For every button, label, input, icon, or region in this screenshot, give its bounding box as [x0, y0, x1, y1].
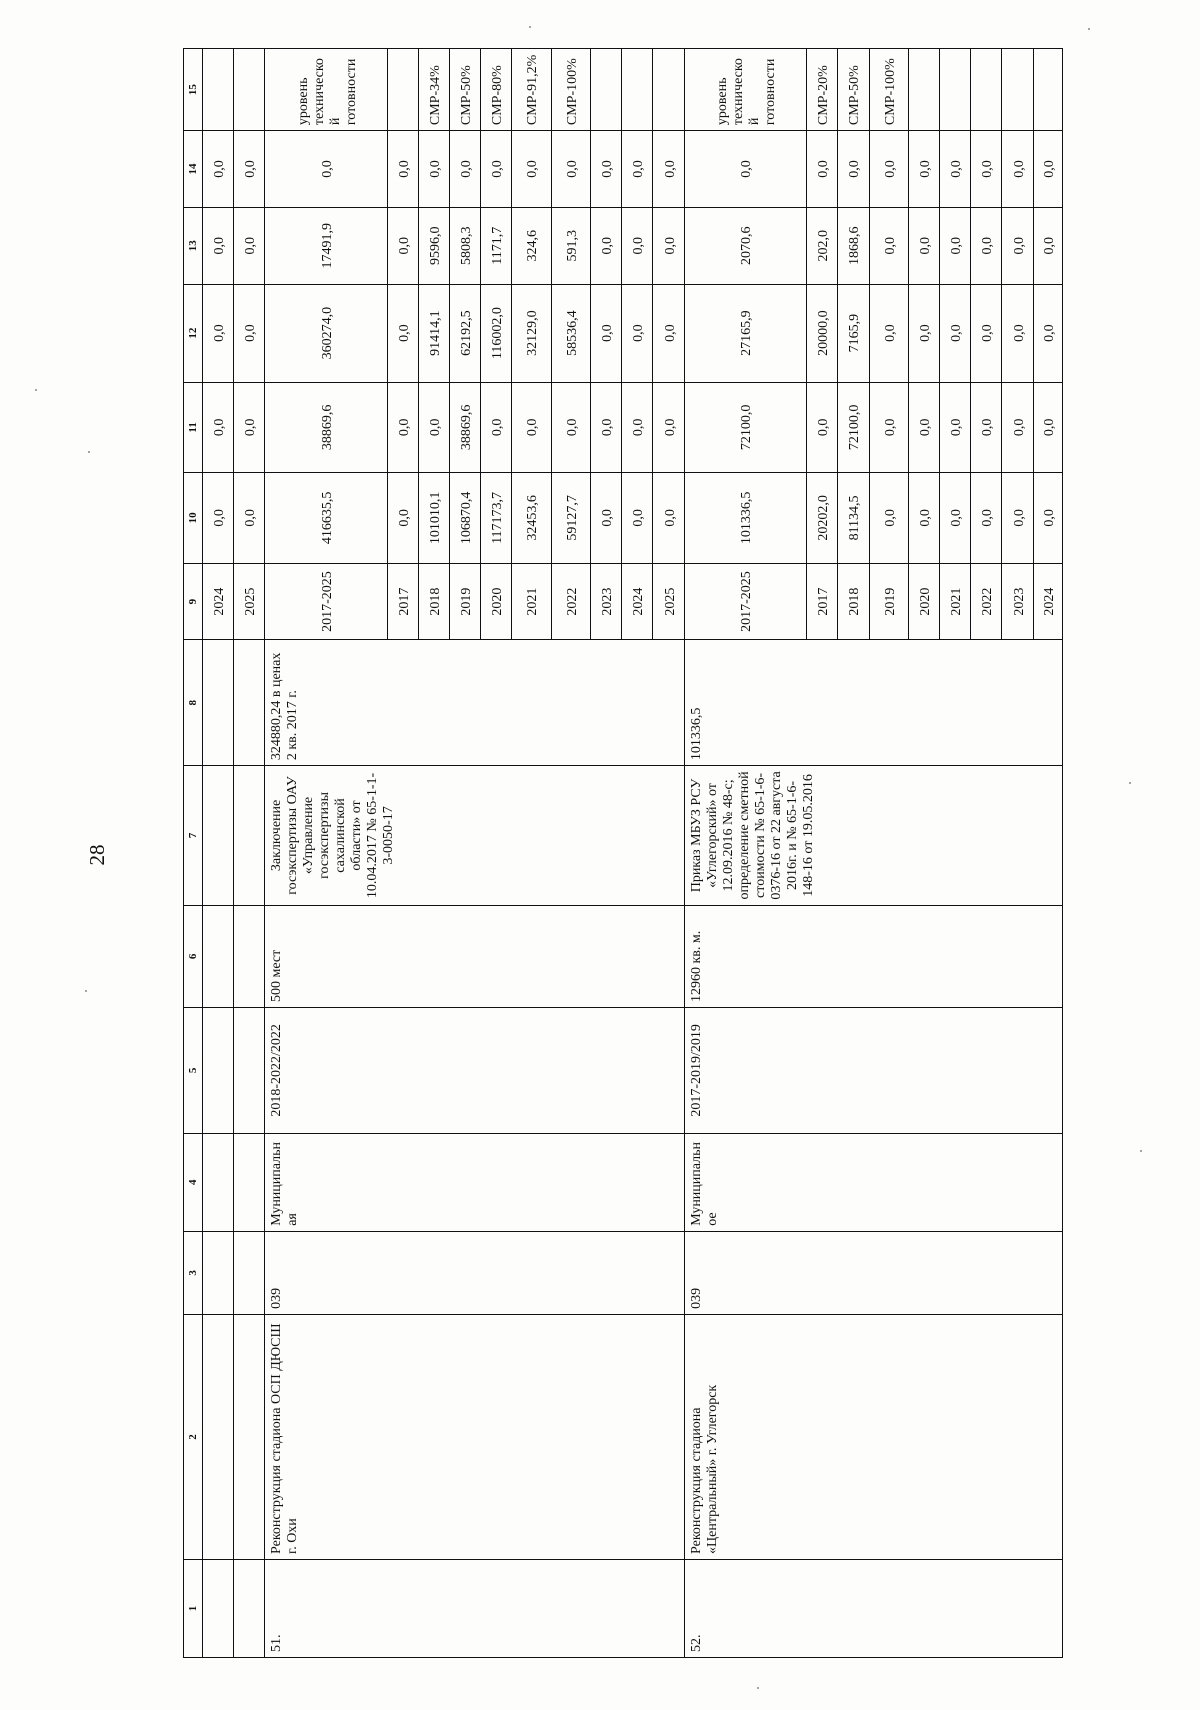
value-cell: 0,0: [449, 131, 480, 208]
year-cell: 2017: [807, 563, 838, 640]
value-cell: 0,0: [869, 284, 908, 382]
year-cell: 2025: [233, 563, 264, 640]
column-number: 1: [184, 1559, 203, 1657]
note-cell: [202, 49, 233, 131]
value-cell: 0,0: [971, 131, 1002, 208]
column-number: 15: [184, 49, 203, 131]
note-cell: [1033, 49, 1062, 131]
column-number-row: [184, 49, 203, 1658]
object-capacity: 12960 кв. м.: [684, 905, 1062, 1007]
value-cell: 0,0: [591, 131, 622, 208]
value-cell: 101010,1: [418, 473, 449, 564]
value-cell: 2070,6: [684, 207, 807, 284]
value-cell: 0,0: [869, 207, 908, 284]
year-cell: 2019: [449, 563, 480, 640]
value-cell: 202,0: [807, 207, 838, 284]
value-cell: 0,0: [622, 131, 653, 208]
value-cell: 0,0: [622, 382, 653, 473]
value-cell: 9596,0: [418, 207, 449, 284]
value-cell: 0,0: [909, 382, 940, 473]
value-cell: 62192,5: [449, 284, 480, 382]
note-cell: уровень технической готовности: [684, 49, 807, 131]
note-cell: [387, 49, 418, 131]
scan-speck: [85, 990, 87, 992]
value-cell: 20202,0: [807, 473, 838, 564]
year-cell: 2024: [202, 563, 233, 640]
year-cell: 2024: [622, 563, 653, 640]
note-cell: СМР-50%: [449, 49, 480, 131]
value-cell: 0,0: [971, 382, 1002, 473]
empty-cell: [202, 1231, 233, 1314]
value-cell: 0,0: [684, 131, 807, 208]
value-cell: 117173,7: [481, 473, 512, 564]
table-row: [202, 49, 233, 1658]
value-cell: 0,0: [909, 284, 940, 382]
year-cell: 2017: [387, 563, 418, 640]
value-cell: 5808,3: [449, 207, 480, 284]
note-cell: уровень технической готовности: [265, 49, 388, 131]
note-cell: СМР-100%: [869, 49, 908, 131]
table-row: [233, 49, 264, 1658]
column-number: 12: [184, 284, 203, 382]
value-cell: 0,0: [1033, 131, 1062, 208]
value-cell: 0,0: [233, 207, 264, 284]
note-cell: СМР-34%: [418, 49, 449, 131]
object-document: Заключение госэкспертизы ОАУ «Управление госэкспертизы сахалинской области» от 10.04.2017 № 65-1-1-3-0050-17: [265, 766, 685, 906]
object-period: 2018-2022/2022: [265, 1008, 685, 1134]
object-code: 039: [265, 1231, 685, 1314]
value-cell: 58536,4: [551, 284, 590, 382]
value-cell: 0,0: [202, 473, 233, 564]
value-cell: 0,0: [653, 207, 684, 284]
empty-cell: [233, 640, 264, 766]
value-cell: 0,0: [940, 473, 971, 564]
note-cell: СМР-20%: [807, 49, 838, 131]
year-cell: 2021: [940, 563, 971, 640]
value-cell: 0,0: [869, 131, 908, 208]
column-number: 5: [184, 1008, 203, 1134]
value-cell: 0,0: [869, 473, 908, 564]
value-cell: 38869,6: [265, 382, 388, 473]
value-cell: 38869,6: [449, 382, 480, 473]
scan-speck: [1140, 1150, 1142, 1152]
note-cell: СМР-50%: [838, 49, 869, 131]
value-cell: 0,0: [653, 284, 684, 382]
object-code: 039: [684, 1231, 1062, 1314]
column-number: 4: [184, 1133, 203, 1231]
value-cell: 32129,0: [512, 284, 551, 382]
value-cell: 0,0: [1033, 473, 1062, 564]
empty-cell: [233, 1231, 264, 1314]
column-number: 8: [184, 640, 203, 766]
value-cell: 7165,9: [838, 284, 869, 382]
value-cell: 81134,5: [838, 473, 869, 564]
value-cell: 591,3: [551, 207, 590, 284]
value-cell: 101336,5: [684, 473, 807, 564]
value-cell: 0,0: [622, 207, 653, 284]
value-cell: 0,0: [838, 131, 869, 208]
empty-cell: [202, 1133, 233, 1231]
empty-cell: [202, 640, 233, 766]
value-cell: 0,0: [202, 131, 233, 208]
scan-speck: [1129, 782, 1131, 784]
note-cell: [909, 49, 940, 131]
column-number: 10: [184, 473, 203, 564]
scan-speck: [1088, 28, 1090, 30]
value-cell: 17491,9: [265, 207, 388, 284]
value-cell: 0,0: [233, 131, 264, 208]
value-cell: 0,0: [481, 382, 512, 473]
value-cell: 0,0: [1002, 131, 1033, 208]
value-cell: 360274,0: [265, 284, 388, 382]
table-body: [184, 49, 1063, 1658]
empty-cell: [202, 766, 233, 906]
value-cell: 0,0: [971, 284, 1002, 382]
value-cell: 0,0: [1002, 284, 1033, 382]
value-cell: 0,0: [591, 207, 622, 284]
year-cell: 2018: [838, 563, 869, 640]
value-cell: 0,0: [622, 284, 653, 382]
column-number: 11: [184, 382, 203, 473]
note-cell: [622, 49, 653, 131]
value-cell: 0,0: [551, 382, 590, 473]
object-capacity: 500 мест: [265, 905, 685, 1007]
value-cell: 0,0: [387, 207, 418, 284]
note-cell: [1002, 49, 1033, 131]
value-cell: 0,0: [418, 131, 449, 208]
value-cell: 0,0: [940, 131, 971, 208]
value-cell: 0,0: [591, 382, 622, 473]
note-cell: [233, 49, 264, 131]
object-estimate: 324880,24 в ценах 2 кв. 2017 г.: [265, 640, 685, 766]
value-cell: 0,0: [940, 284, 971, 382]
column-number: 3: [184, 1231, 203, 1314]
value-cell: 0,0: [622, 473, 653, 564]
value-cell: 59127,7: [551, 473, 590, 564]
value-cell: 72100,0: [838, 382, 869, 473]
note-cell: [653, 49, 684, 131]
value-cell: 0,0: [909, 473, 940, 564]
value-cell: 0,0: [387, 473, 418, 564]
object-name: Реконструкция стадиона ОСП ДЮСШ г. Охи: [265, 1314, 685, 1559]
year-cell: 2022: [551, 563, 590, 640]
empty-cell: [202, 1559, 233, 1657]
year-cell: 2022: [971, 563, 1002, 640]
value-cell: 0,0: [940, 382, 971, 473]
object-total-row: [265, 49, 388, 1658]
value-cell: 0,0: [653, 131, 684, 208]
object-document: Приказ МБУЗ РСУ «Углегорский» от 12.09.2016 № 48-с; определение сметной стоимости № 65-1-6-0376-16 от 22 августа 2016г. и № 65-1-6-148-16 от 19.05.2016: [684, 766, 1062, 906]
note-cell: [591, 49, 622, 131]
value-cell: 0,0: [653, 382, 684, 473]
column-number: 2: [184, 1314, 203, 1559]
column-number: 6: [184, 905, 203, 1007]
empty-cell: [202, 905, 233, 1007]
value-cell: 0,0: [202, 382, 233, 473]
value-cell: 0,0: [909, 131, 940, 208]
column-number: 7: [184, 766, 203, 906]
value-cell: 0,0: [591, 473, 622, 564]
object-period: 2017-2019/2019: [684, 1008, 1062, 1134]
value-cell: 0,0: [233, 473, 264, 564]
column-number: 13: [184, 207, 203, 284]
object-number: 51.: [265, 1559, 685, 1657]
year-cell: 2021: [512, 563, 551, 640]
year-cell: 2020: [481, 563, 512, 640]
year-cell: 2023: [591, 563, 622, 640]
object-name: Реконструкция стадиона «Центральный» г. Углегорск: [684, 1314, 1062, 1559]
empty-cell: [233, 1314, 264, 1559]
investment-table: [183, 48, 1063, 1658]
value-cell: 0,0: [512, 131, 551, 208]
column-number: 9: [184, 563, 203, 640]
value-cell: 0,0: [233, 284, 264, 382]
value-cell: 0,0: [971, 473, 1002, 564]
column-number: 14: [184, 131, 203, 208]
page-number: 28: [85, 844, 109, 866]
empty-cell: [233, 905, 264, 1007]
empty-cell: [233, 1559, 264, 1657]
year-cell: 2019: [869, 563, 908, 640]
value-cell: 106870,4: [449, 473, 480, 564]
value-cell: 0,0: [1033, 284, 1062, 382]
object-number: 52.: [684, 1559, 1062, 1657]
note-cell: СМР-100%: [551, 49, 590, 131]
value-cell: 0,0: [387, 131, 418, 208]
scan-speck: [529, 26, 531, 28]
value-cell: 1171,7: [481, 207, 512, 284]
value-cell: 0,0: [1033, 207, 1062, 284]
note-cell: СМР-80%: [481, 49, 512, 131]
value-cell: 91414,1: [418, 284, 449, 382]
value-cell: 0,0: [1002, 382, 1033, 473]
scan-speck: [88, 451, 90, 453]
value-cell: 0,0: [387, 382, 418, 473]
empty-cell: [233, 766, 264, 906]
value-cell: 32453,6: [512, 473, 551, 564]
value-cell: 0,0: [971, 207, 1002, 284]
object-ownership: Муниципальное: [684, 1133, 1062, 1231]
year-cell: 2025: [653, 563, 684, 640]
value-cell: 0,0: [591, 284, 622, 382]
value-cell: 0,0: [202, 284, 233, 382]
value-cell: 0,0: [1033, 382, 1062, 473]
value-cell: 0,0: [869, 382, 908, 473]
empty-cell: [233, 1008, 264, 1134]
scan-speck: [35, 389, 37, 391]
note-cell: СМР-91,2%: [512, 49, 551, 131]
value-cell: 27165,9: [684, 284, 807, 382]
scan-speck: [757, 1687, 759, 1689]
value-cell: 0,0: [233, 382, 264, 473]
year-cell: 2023: [1002, 563, 1033, 640]
value-cell: 324,6: [512, 207, 551, 284]
value-cell: 0,0: [1002, 473, 1033, 564]
value-cell: 0,0: [481, 131, 512, 208]
value-cell: 0,0: [387, 284, 418, 382]
year-cell: 2020: [909, 563, 940, 640]
value-cell: 416635,5: [265, 473, 388, 564]
value-cell: 0,0: [940, 207, 971, 284]
value-cell: 0,0: [202, 207, 233, 284]
value-cell: 0,0: [807, 131, 838, 208]
value-cell: 0,0: [551, 131, 590, 208]
object-ownership: Муниципальная: [265, 1133, 685, 1231]
value-cell: 0,0: [418, 382, 449, 473]
value-cell: 0,0: [653, 473, 684, 564]
empty-cell: [202, 1008, 233, 1134]
rotated-table-sheet: [183, 48, 1063, 1658]
value-cell: 0,0: [807, 382, 838, 473]
year-cell: 2018: [418, 563, 449, 640]
note-cell: [971, 49, 1002, 131]
empty-cell: [202, 1314, 233, 1559]
value-cell: 1868,6: [838, 207, 869, 284]
year-cell: 2017-2025: [265, 563, 388, 640]
value-cell: 116002,0: [481, 284, 512, 382]
object-estimate: 101336,5: [684, 640, 1062, 766]
value-cell: 20000,0: [807, 284, 838, 382]
note-cell: [940, 49, 971, 131]
value-cell: 72100,0: [684, 382, 807, 473]
year-cell: 2024: [1033, 563, 1062, 640]
year-cell: 2017-2025: [684, 563, 807, 640]
object-total-row: [684, 49, 807, 1658]
empty-cell: [233, 1133, 264, 1231]
value-cell: 0,0: [1002, 207, 1033, 284]
value-cell: 0,0: [909, 207, 940, 284]
value-cell: 0,0: [512, 382, 551, 473]
value-cell: 0,0: [265, 131, 388, 208]
